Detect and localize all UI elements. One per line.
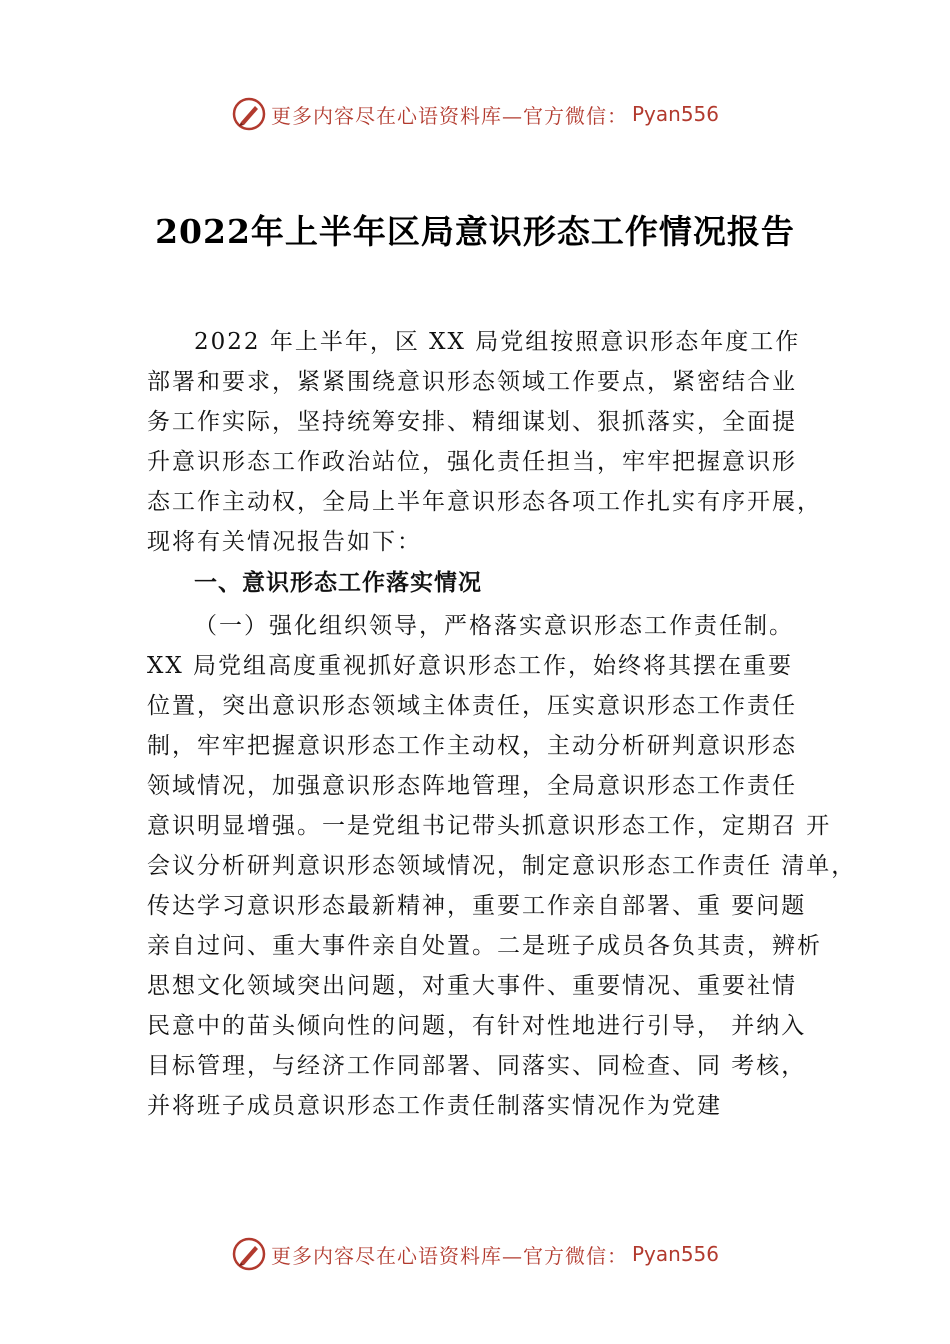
text-line: 民意中的苗头倾向性的问题，有针对性地进行引导， 并纳入 <box>147 1013 807 1039</box>
text-line: 态工作主动权，全局上半年意识形态各项工作扎实有序开展， <box>147 489 822 515</box>
text-line: 领域情况，加强意识形态阵地管理，全局意识形态工作责任 <box>147 773 797 799</box>
text-line: 位置，突出意识形态领域主体责任，压实意识形态工作责任 <box>147 693 797 719</box>
pen-logo-icon <box>231 1236 267 1272</box>
watermark-wechat-id: Pyan556 <box>631 1242 719 1266</box>
paragraph-intro <box>147 322 847 562</box>
watermark-text: 更多内容尽在心语资料库—官方微信： <box>270 103 628 128</box>
watermark-banner-bottom <box>0 1234 950 1274</box>
text-line: 务工作实际，坚持统筹安排、精细谋划、狠抓落实，全面提 <box>147 409 797 435</box>
text-line: 并将班子成员意识形态工作责任制落实情况作为党建 <box>147 1093 722 1119</box>
text-line: 目标管理，与经济工作同部署、同落实、同检查、同 考核， <box>147 1053 807 1079</box>
watermark-text: 更多内容尽在心语资料库—官方微信： <box>270 1243 628 1268</box>
text-line: 思想文化领域突出问题，对重大事件、重要情况、重要社情 <box>147 973 797 999</box>
watermark-wechat-id: Pyan556 <box>631 102 719 126</box>
section-heading: 一、意识形态工作落实情况 <box>194 570 482 596</box>
text-line: 现将有关情况报告如下： <box>147 529 422 555</box>
text-line: 传达学习意识形态最新精神，重要工作亲自部署、重 要问题 <box>147 893 807 919</box>
text-line: 升意识形态工作政治站位，强化责任担当，牢牢把握意识形 <box>147 449 797 475</box>
text-line: （一）强化组织领导，严格落实意识形态工作责任制。 <box>194 613 794 639</box>
text-line: 部署和要求，紧紧围绕意识形态领域工作要点，紧密结合业 <box>147 369 797 395</box>
text-line: 亲自过问、重大事件亲自处置。二是班子成员各负其责，辨析 <box>147 933 822 959</box>
text-line: 会议分析研判意识形态领域情况，制定意识形态工作责任 清单， <box>147 853 857 879</box>
watermark-banner-top <box>0 94 950 134</box>
paragraph-section-1 <box>147 606 857 1126</box>
pen-logo-icon <box>231 96 267 132</box>
document-title: 2022年上半年区局意识形态工作情况报告 <box>155 212 795 251</box>
text-line: 2022 年上半年，区 XX 局党组按照意识形态年度工作 <box>194 329 801 355</box>
text-line: 制，牢牢把握意识形态工作主动权，主动分析研判意识形态 <box>147 733 797 759</box>
text-line: 意识明显增强。一是党组书记带头抓意识形态工作，定期召 开 <box>147 813 832 839</box>
text-line: XX 局党组高度重视抓好意识形态工作，始终将其摆在重要 <box>147 653 794 679</box>
